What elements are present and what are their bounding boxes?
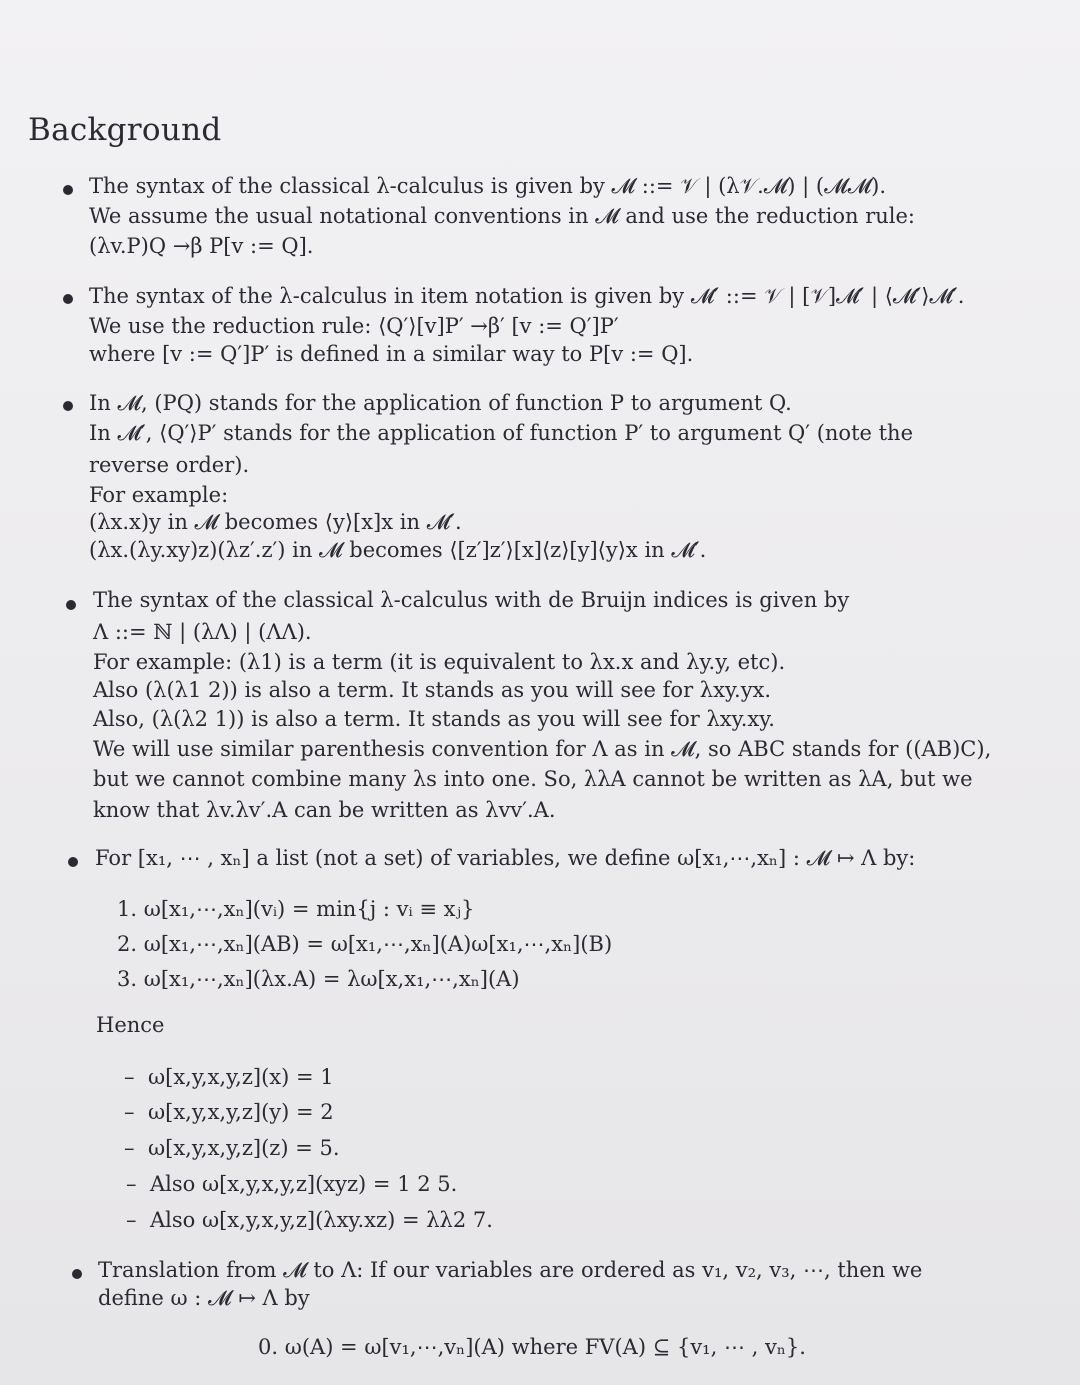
- bullet-line: We will use similar parenthesis convention for Λ as in 𝓜, so ABC stands for ((AB)C),: [93, 737, 992, 761]
- bullet-line: but we cannot combine many λs into one. So, λλA cannot be written as λA, but we: [93, 767, 973, 791]
- bullet-line: (λv.P)Q →β P[v := Q].: [89, 234, 314, 258]
- bullet-line: know that λv.λv′.A can be written as λvv′.A.: [93, 798, 556, 822]
- bullet-line: For example: (λ1) is a term (it is equivalent to λx.x and λy.y, etc).: [93, 650, 786, 674]
- bullet-line: (λx.x)y in 𝓜 becomes ⟨y⟩[x]x in 𝓜′.: [89, 510, 462, 534]
- dash-item: ω[x,y,x,y,z](y) = 2: [148, 1100, 334, 1124]
- bullet-line: Also (λ(λ1 2)) is also a term. It stands as you will see for λxy.yx.: [93, 678, 772, 702]
- bullet-line: For example:: [89, 483, 229, 507]
- bullet-dot: [63, 294, 73, 304]
- dash-marker: –: [124, 1100, 135, 1124]
- bullet-line: For [x₁, ⋯ , xₙ] a list (not a set) of variables, we define ω[x₁,⋯,xₙ] : 𝓜 ↦ Λ by:: [95, 846, 916, 870]
- bullet-dot: [66, 600, 76, 610]
- bullet-line: We assume the usual notational conventions in 𝓜 and use the reduction rule:: [89, 204, 916, 228]
- bullet-line: (λx.(λy.xy)z)(λz′.z′) in 𝓜 becomes ⟨[z′]z′⟩[x]⟨z⟩[y]⟨y⟩x in 𝓜′.: [89, 538, 707, 562]
- bullet-line: Λ ::= ℕ | (λΛ) | (ΛΛ).: [93, 620, 312, 644]
- hence-label: Hence: [96, 1013, 165, 1037]
- numbered-item: 0. ω(A) = ω[v₁,⋯,vₙ](A) where FV(A) ⊆ {v₁, ⋯ , vₙ}.: [258, 1335, 806, 1359]
- dash-marker: –: [124, 1065, 135, 1089]
- bullet-line: We use the reduction rule: ⟨Q′⟩[v]P′ →β′ [v := Q′]P′: [89, 314, 619, 338]
- numbered-item: 2. ω[x₁,⋯,xₙ](AB) = ω[x₁,⋯,xₙ](A)ω[x₁,⋯,xₙ](B): [117, 932, 613, 956]
- bullet-line: define ω : 𝓜 ↦ Λ by: [98, 1286, 310, 1310]
- bullet-line: In 𝓜′, ⟨Q′⟩P′ stands for the application of function P′ to argument Q′ (note the: [89, 421, 914, 445]
- bullet-line: In 𝓜, (PQ) stands for the application of function P to argument Q.: [89, 391, 792, 415]
- dash-item: Also ω[x,y,x,y,z](λxy.xz) = λλ2 7.: [150, 1208, 493, 1232]
- section-title: Background: [28, 112, 222, 148]
- bullet-dot: [68, 857, 78, 867]
- bullet-line: The syntax of the classical λ-calculus with de Bruijn indices is given by: [93, 588, 850, 612]
- bullet-line: Also, (λ(λ2 1)) is also a term. It stands as you will see for λxy.xy.: [93, 707, 775, 731]
- bullet-dot: [72, 1269, 82, 1279]
- bullet-dot: [63, 185, 73, 195]
- dash-marker: –: [126, 1208, 137, 1232]
- bullet-line: where [v := Q′]P′ is defined in a similar way to P[v := Q].: [89, 342, 694, 366]
- dash-marker: –: [124, 1136, 135, 1160]
- dash-item: Also ω[x,y,x,y,z](xyz) = 1 2 5.: [150, 1172, 458, 1196]
- dash-item: ω[x,y,x,y,z](x) = 1: [148, 1065, 334, 1089]
- bullet-line: Translation from 𝓜 to Λ: If our variables are ordered as v₁, v₂, v₃, ⋯, then we: [98, 1258, 923, 1282]
- bullet-dot: [63, 401, 73, 411]
- dash-item: ω[x,y,x,y,z](z) = 5.: [148, 1136, 340, 1160]
- bullet-line: reverse order).: [89, 453, 250, 477]
- dash-marker: –: [126, 1172, 137, 1196]
- bullet-line: The syntax of the λ-calculus in item notation is given by 𝓜′ ::= 𝒱 | [𝒱]𝓜′ | ⟨𝓜′⟩𝓜′.: [89, 284, 965, 308]
- numbered-item: 3. ω[x₁,⋯,xₙ](λx.A) = λω[x,x₁,⋯,xₙ](A): [117, 967, 520, 991]
- bullet-line: The syntax of the classical λ-calculus is given by 𝓜 ::= 𝒱 | (λ𝒱.𝓜) | (𝓜𝓜).: [89, 174, 887, 198]
- numbered-item: 1. ω[x₁,⋯,xₙ](vᵢ) = min{j : vᵢ ≡ xⱼ}: [117, 897, 475, 921]
